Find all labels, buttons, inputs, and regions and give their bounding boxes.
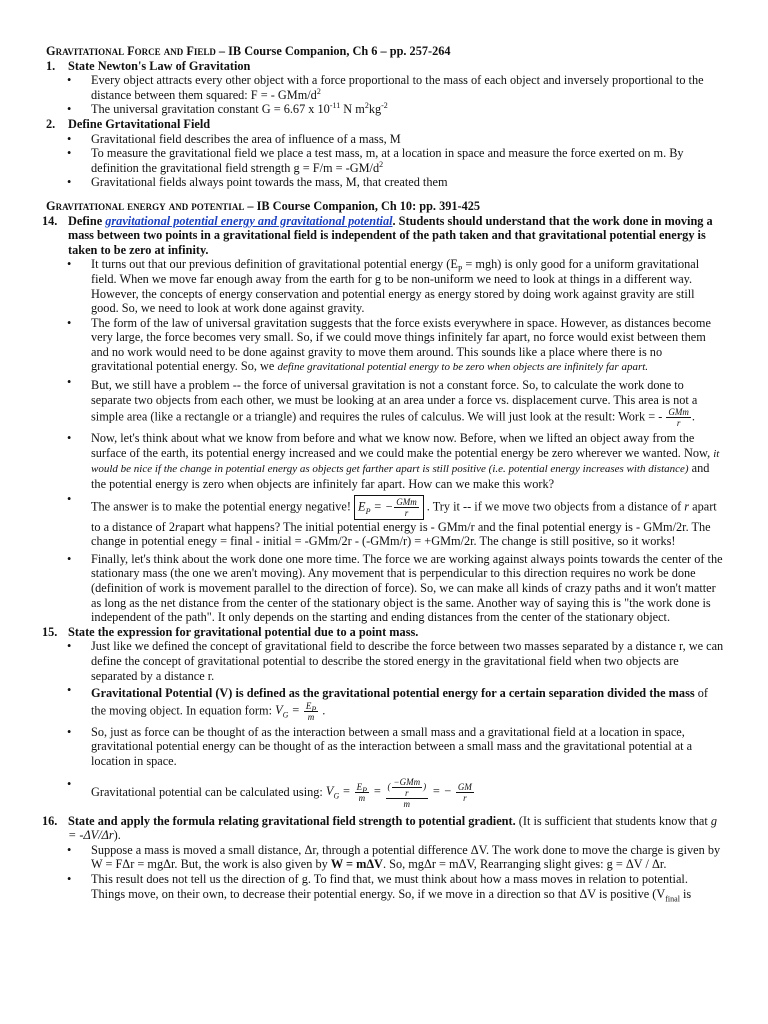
section-title: Gravitational energy and potential <box>46 198 245 213</box>
potential-formula: $V_G$ = $\frac{E_P}{m}$ = ( $\frac{\text{−GMm}}{r}$ ) m = − $\frac{GM}{r}$ <box>325 776 472 809</box>
question-title: Define Grtavitational Field <box>68 116 211 131</box>
work-fraction: $\frac{\text{GMm}}{r}$ <box>668 407 689 429</box>
question-title: State the expression for gravitational potential due to a point mass. <box>68 624 419 639</box>
section-reference: – IB Course Companion, Ch 10: pp. 391-425 <box>244 198 481 213</box>
question-number: 16. <box>42 813 58 828</box>
question-1 <box>46 59 724 74</box>
section-title: Gravitational Force and Field <box>46 44 216 58</box>
question-15 <box>42 624 724 640</box>
list-item: • The answer is to make the potential energy negative! $E_P$ = − $\frac{\text{GMm}}{r}$ . Try it -- if we move two objects from a distance of r apart to a distance of 2rapart what happens? The initial potential energy is - GMm/r and the final potential energy is - GMm/2r. The change in potential enegy = final - initial = -GMm/2r - (-GMm/r) = +GMm/2r. The change is still positive, so it works! <box>67 491 717 549</box>
question-number: 1. <box>46 58 56 73</box>
list-item: • Just like we defined the concept of gravitational field to describe the force between two masses separated by a distance r, we can define the concept of gravitational potential to describe the stored energy in the gravitational field when two objects are separated by a distance r. <box>67 639 724 683</box>
question-14: 14. Define gravitational potential energy and gravitational potential. Students should understand that the work done in moving a mass between two points in a gravitational field is independent of the path taken and that gravitational potential energy is taken to be zero at infinity. <box>42 213 713 257</box>
list-item: • Every object attracts every other object with a force proportional to the mass of each object and inversely proportional to the distance between them squared: F = - GMm/$d^2$ <box>67 73 704 102</box>
question-title: State Newton's Law of Gravitation <box>68 58 251 73</box>
list-item: • Now, let's think about what we know from before and what we know now. Before, when we lifted an object away from the surface of the earth, its potential energy increased and we could make the potential energy be zero wherever we wanted. Now, it would be nice if the change in potential energy as objects get farther apart is still positive (i.e. potential energy increases with distance) and the potential energy is zero when objects are infinitely far apart. How can we make this work? <box>67 431 720 492</box>
list-item: • Gravitational potential can be calculated using: $V_G$ = $\frac{E_P}{m}$ = ( $\frac{\text{−GMm}}{r}$ ) m = − $\frac{GM}{r}$ <box>46 769 724 812</box>
section-reference: – IB Course Companion, Ch 6 – pp. 257-264 <box>215 44 451 58</box>
bullet-list <box>46 639 724 811</box>
question-2 <box>46 117 724 132</box>
bullet-icon: • <box>67 175 72 190</box>
potential-energy-equation: $E_P$ = − $\frac{\text{GMm}}{r}$ <box>354 495 424 520</box>
bullet-icon: • <box>67 131 72 146</box>
question-16: 16. State and apply the formula relating gravitational field strength to potential gradient. (It is sufficient that students know that g = -ΔV/Δr). <box>42 813 717 843</box>
question-number: 14. <box>42 213 58 228</box>
bullet-icon: • <box>67 724 72 739</box>
bullet-list <box>46 132 724 190</box>
bullet-icon: • <box>67 842 72 857</box>
question-number: 15. <box>42 624 58 639</box>
bullet-icon: • <box>67 73 72 88</box>
bullet-icon: • <box>67 375 72 390</box>
bullet-icon: • <box>67 871 72 886</box>
bullet-icon: • <box>67 102 72 117</box>
list-item: • So, just as force can be thought of as the interaction between a small mass and a gravitational field at a location in space, gravitational potential energy can be thought of as the interaction between a small mass and the gravitational potential at a location in space. <box>67 724 693 768</box>
question-title: State and apply the formula relating gravitational field strength to potential gradient. <box>68 813 516 828</box>
list-item: • The universal gravitation constant G = 6.67 x $10^{-11}$ N $m^2kg^{-2}$ <box>67 101 388 117</box>
bullet-icon: • <box>67 551 72 566</box>
list-item: • Finally, let's think about the work done one more time. The force we are working against always points towards the center of the stationary mass (the one we aren't moving). Any movement that is perpendicular to this direction requires no work be done (definition of work is movement parallel to the direction of force). So, we can make all kinds of crazy paths and it won't matter as long as the net distance from the center of the stationary object is the same. Another way of saying this is "the work done is independent of the path". It only depends on the starting and ending distances from the center of the stationary object. <box>67 551 723 625</box>
list-item: • Gravitational field describes the area of influence of a mass, M <box>67 131 401 146</box>
list-item: • Gravitational Potential (V) is defined as the gravitational potential energy for a certain separation divided the mass of the moving object. In equation form: $V_G$ = $\frac{E_P}{m}$ . <box>67 683 708 722</box>
bullet-icon: • <box>67 491 72 506</box>
bullet-icon: • <box>67 315 72 330</box>
list-item: • Gravitational fields always point towards the mass, M, that created them <box>67 175 448 190</box>
list-item: • The form of the law of universal gravitation suggests that the force exists everywhere in space. However, as distances become very large, the force becomes very small. So, if we could move things infinitely far apart, no force would exist between them and no work would need to be done against gravity to move them around. This sounds like a place where there is no gravitational potential energy. So, we define gravitational potential energy to be zero when objects are infinitely far apart. <box>67 315 711 374</box>
bullet-icon: • <box>67 257 72 272</box>
list-item: • This result does not tell us the direction of g. To find that, we must think about how a mass moves in relation to potential. Things move, on their own, to decrease their potential energy. So, if we move in a direction so that ΔV is positive ($V_{final}$ is <box>67 871 692 903</box>
bullet-icon: • <box>67 146 72 161</box>
section-heading <box>46 44 724 59</box>
list-item: • But, we still have a problem -- the force of universal gravitation is not a constant force. So, to calculate the work done to separate two objects from each other, we must be looking at an area under a force vs. displacement curve. This area is not a simple area (like a rectangle or a triangle) and requires the rules of calculus. We will just look at the result: Work = - $\frac{\text{GMm}}{r}$ . <box>67 375 698 429</box>
bullet-list <box>46 73 724 117</box>
list-item: • It turns out that our previous definition of gravitational potential energy $(E_P = mgh)$ is only good for a uniform gravitational field. When we move far enough away from the earth for g to be non-uniform we need to look at things in a different way. However, the concepts of energy conservation and potential energy as energy stored by doing work against gravity are still good. So, we need to look at work done against gravity. <box>67 257 700 316</box>
list-item: • To measure the gravitational field we place a test mass, m, at a location in space and measure the force exerted on m. By definition the gravitational field strength $g = F/m = -GM/d^2$ <box>67 146 684 175</box>
definition-link[interactable]: gravitational potential energy and gravitational potential <box>105 213 393 228</box>
section-heading <box>46 199 724 214</box>
bullet-icon: • <box>67 776 72 791</box>
question-number: 2. <box>46 116 56 131</box>
bullet-list <box>46 843 724 901</box>
potential-equation: $V_G$ = $\frac{E_P}{m}$ <box>275 700 317 722</box>
bullet-icon: • <box>67 639 72 654</box>
bullet-icon: • <box>67 431 72 446</box>
bullet-icon: • <box>67 683 72 698</box>
bullet-list <box>46 257 724 624</box>
list-item: • Suppose a mass is moved a small distance, Δr, through a potential difference ΔV. The work done to move the charge is given by W = FΔr = mgΔr. But, the work is also given by W = mΔV. So, mgΔr = mΔV, Rearranging slight gives: g = ΔV / Δr. <box>67 842 721 872</box>
